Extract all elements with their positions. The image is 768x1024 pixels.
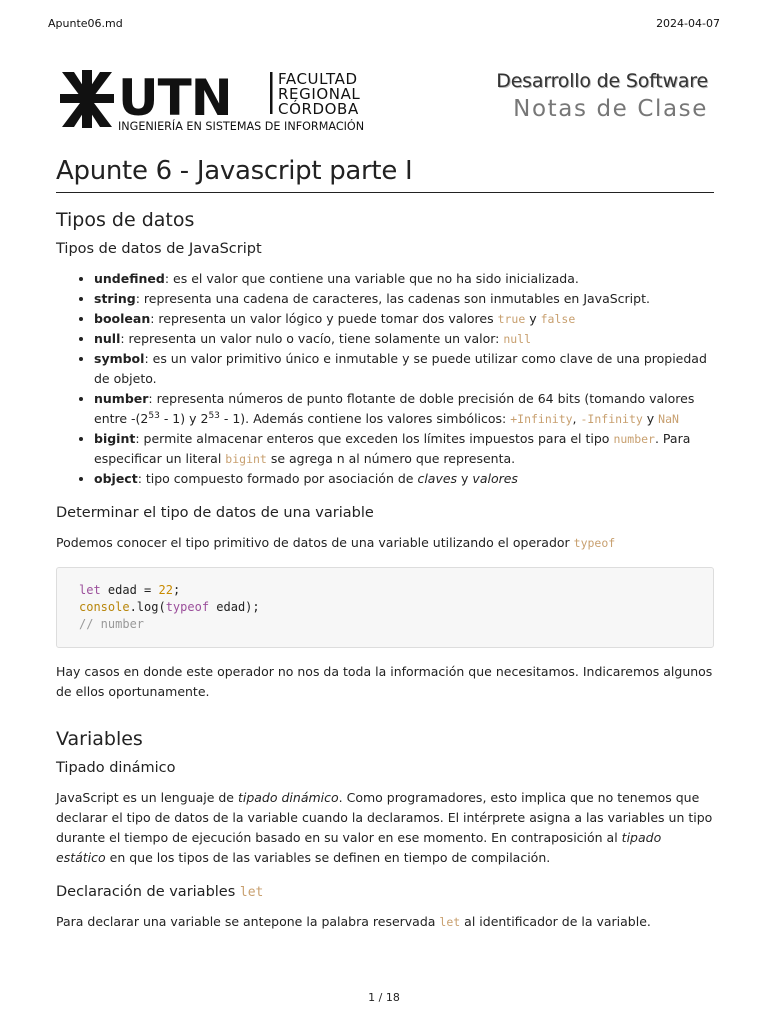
code-line: // number xyxy=(79,617,145,631)
inline-code: true xyxy=(497,312,526,326)
list-item: • undefined: es el valor que contiene una variable que no ha sido inicializada. xyxy=(94,269,714,289)
heading-variables: Variables xyxy=(56,728,143,750)
let-paragraph: Para declarar una variable se antepone la palabra reservada let al identificador de la variable. xyxy=(56,914,651,929)
list-item: • symbol: es un valor primitivo único e inmutable y se puede utilizar como clave de una propiedad de objeto. xyxy=(94,349,714,389)
page-title: Apunte 6 - Javascript parte I xyxy=(56,156,714,193)
code-line: console.log(typeof edad); xyxy=(79,600,260,614)
list-item: • null: representa un valor nulo o vacío, tiene solamente un valor: null xyxy=(94,329,714,349)
list-item: • bigint: permite almacenar enteros que exceden los límites impuestos para el tipo number. Para especificar un literal bigint se agrega n al número que representa. xyxy=(94,429,714,469)
svg-text:INGENIERÍA EN SISTEMAS DE INFO: INGENIERÍA EN SISTEMAS DE INFORMACIÓN xyxy=(118,120,365,132)
list-item: • number: representa números de punto flotante de doble precisión de 64 bits (tomando valores entre $-(2^{53} - 1)$ y $2^{53} - 1$). Además contiene los valores simbólicos: +Infinity, -Infinity y NaN xyxy=(94,389,714,429)
inline-code: bigint xyxy=(225,452,267,466)
svg-text:CÓRDOBA: CÓRDOBA xyxy=(278,100,359,118)
list-item: • object: tipo compuesto formado por asociación de claves y valores xyxy=(94,469,714,489)
page-number: 1 / 18 xyxy=(368,991,400,1004)
inline-code: typeof xyxy=(573,536,616,550)
page-header xyxy=(48,17,720,31)
svg-text:FACULTAD: FACULTAD xyxy=(278,70,358,88)
subheading-declaracion-let: Declaración de variables let xyxy=(56,884,264,900)
course-brand xyxy=(496,70,708,122)
subheading-typeof: Determinar el tipo de datos de una variable xyxy=(56,505,374,521)
code-line: let edad = 22; xyxy=(79,583,181,597)
subheading-tipos-js: Tipos de datos de JavaScript xyxy=(56,241,262,257)
list-item: • boolean: representa un valor lógico y puede tomar dos valores true y false xyxy=(94,309,714,329)
utn-letters: UTN xyxy=(118,70,232,127)
inline-code: +Infinity xyxy=(510,412,573,426)
types-list xyxy=(56,269,714,489)
code-block xyxy=(56,567,714,648)
filename: Apunte06.md xyxy=(48,17,123,30)
document-body xyxy=(56,156,714,942)
inline-code: let xyxy=(239,885,264,900)
print-date: 2024-04-07 xyxy=(656,17,720,30)
inline-code: number xyxy=(613,432,655,446)
tipado-paragraph: JavaScript es un lenguaje de tipado dinámico. Como programadores, esto implica que no tenemos que declarar el tipo de datos de la variable cuando la declaramos. El intérprete asigna a las variables un tipo durante el tiempo de ejecución basado en su valor en ese momento. En contraposición al tipado estático en que los tipos de las variables se definen en tiempo de compilación. xyxy=(56,790,713,865)
heading-tipos-de-datos: Tipos de datos xyxy=(56,209,195,231)
list-item: • string: representa una cadena de caracteres, las cadenas son inmutables en JavaScript. xyxy=(94,289,714,309)
course-subtitle: Notas de Clase xyxy=(513,96,708,122)
inline-code: let xyxy=(439,915,461,929)
subheading-tipado-dinamico: Tipado dinámico xyxy=(56,760,176,776)
svg-text:REGIONAL: REGIONAL xyxy=(278,85,361,103)
typeof-note: Hay casos en donde este operador no nos da toda la información que necesitamos. Indicaremos algunos de ellos oportunamente. xyxy=(56,664,713,699)
utn-emblem-icon xyxy=(60,70,114,128)
inline-code: null xyxy=(503,332,532,346)
inline-code: NaN xyxy=(658,412,679,426)
course-title: Desarrollo de Software xyxy=(496,70,708,92)
inline-code: -Infinity xyxy=(580,412,643,426)
utn-logo xyxy=(60,70,395,132)
typeof-intro: Podemos conocer el tipo primitivo de datos de una variable utilizando el operador typeof xyxy=(56,535,616,550)
inline-code: false xyxy=(540,312,576,326)
